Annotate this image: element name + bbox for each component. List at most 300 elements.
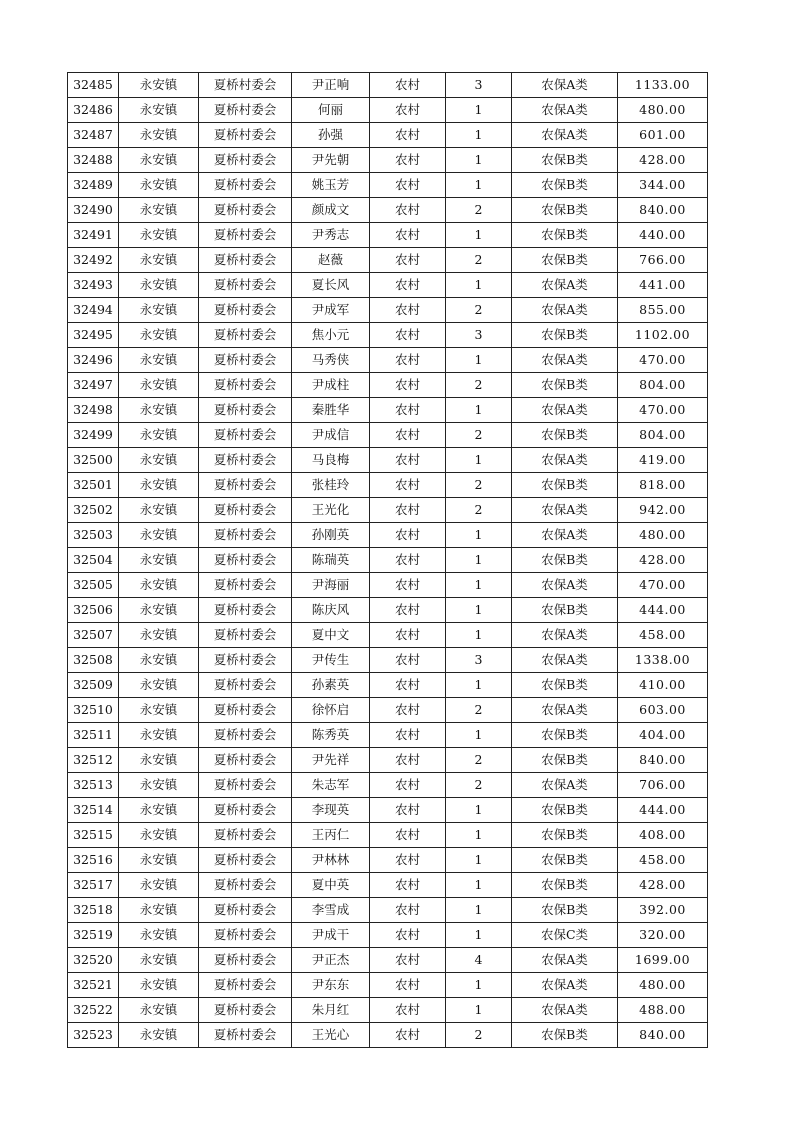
household-size-cell: 3 <box>446 648 512 673</box>
household-size-cell: 1 <box>446 973 512 998</box>
name-cell: 尹林林 <box>292 848 370 873</box>
household-size-cell: 1 <box>446 573 512 598</box>
row-id-cell: 32496 <box>68 348 119 373</box>
household-size-cell: 1 <box>446 273 512 298</box>
name-cell: 陈瑞英 <box>292 548 370 573</box>
town-cell: 永安镇 <box>119 373 199 398</box>
household-size-cell: 1 <box>446 98 512 123</box>
amount-cell: 428.00 <box>618 873 708 898</box>
name-cell: 尹先祥 <box>292 748 370 773</box>
town-cell: 永安镇 <box>119 948 199 973</box>
village-committee-cell: 夏桥村委会 <box>199 373 292 398</box>
name-cell: 徐怀启 <box>292 698 370 723</box>
village-committee-cell: 夏桥村委会 <box>199 323 292 348</box>
row-id-cell: 32523 <box>68 1023 119 1048</box>
row-id-cell: 32490 <box>68 198 119 223</box>
name-cell: 尹秀志 <box>292 223 370 248</box>
town-cell: 永安镇 <box>119 448 199 473</box>
town-cell: 永安镇 <box>119 223 199 248</box>
amount-cell: 470.00 <box>618 573 708 598</box>
town-cell: 永安镇 <box>119 848 199 873</box>
insurance-class-cell: 农保A类 <box>512 973 618 998</box>
name-cell: 朱志军 <box>292 773 370 798</box>
household-size-cell: 1 <box>446 898 512 923</box>
table-row <box>68 948 708 973</box>
table-row <box>68 798 708 823</box>
village-committee-cell: 夏桥村委会 <box>199 623 292 648</box>
row-id-cell: 32488 <box>68 148 119 173</box>
amount-cell: 470.00 <box>618 398 708 423</box>
town-cell: 永安镇 <box>119 398 199 423</box>
household-size-cell: 1 <box>446 598 512 623</box>
amount-cell: 766.00 <box>618 248 708 273</box>
amount-cell: 601.00 <box>618 123 708 148</box>
insurance-class-cell: 农保B类 <box>512 148 618 173</box>
insurance-class-cell: 农保C类 <box>512 923 618 948</box>
town-cell: 永安镇 <box>119 998 199 1023</box>
area-type-cell: 农村 <box>370 373 446 398</box>
town-cell: 永安镇 <box>119 723 199 748</box>
village-committee-cell: 夏桥村委会 <box>199 1023 292 1048</box>
row-id-cell: 32498 <box>68 398 119 423</box>
area-type-cell: 农村 <box>370 398 446 423</box>
row-id-cell: 32510 <box>68 698 119 723</box>
town-cell: 永安镇 <box>119 573 199 598</box>
table-row <box>68 348 708 373</box>
village-committee-cell: 夏桥村委会 <box>199 773 292 798</box>
insurance-class-cell: 农保B类 <box>512 723 618 748</box>
amount-cell: 320.00 <box>618 923 708 948</box>
town-cell: 永安镇 <box>119 698 199 723</box>
amount-cell: 428.00 <box>618 148 708 173</box>
name-cell: 马良梅 <box>292 448 370 473</box>
area-type-cell: 农村 <box>370 448 446 473</box>
area-type-cell: 农村 <box>370 223 446 248</box>
insurance-class-cell: 农保B类 <box>512 323 618 348</box>
village-committee-cell: 夏桥村委会 <box>199 198 292 223</box>
town-cell: 永安镇 <box>119 348 199 373</box>
village-committee-cell: 夏桥村委会 <box>199 423 292 448</box>
area-type-cell: 农村 <box>370 548 446 573</box>
name-cell: 尹东东 <box>292 973 370 998</box>
row-id-cell: 32503 <box>68 523 119 548</box>
area-type-cell: 农村 <box>370 573 446 598</box>
row-id-cell: 32513 <box>68 773 119 798</box>
name-cell: 尹成信 <box>292 423 370 448</box>
household-size-cell: 1 <box>446 848 512 873</box>
area-type-cell: 农村 <box>370 198 446 223</box>
town-cell: 永安镇 <box>119 123 199 148</box>
household-size-cell: 1 <box>446 348 512 373</box>
row-id-cell: 32504 <box>68 548 119 573</box>
area-type-cell: 农村 <box>370 698 446 723</box>
table-row <box>68 373 708 398</box>
table-row <box>68 423 708 448</box>
name-cell: 孙强 <box>292 123 370 148</box>
village-committee-cell: 夏桥村委会 <box>199 398 292 423</box>
amount-cell: 441.00 <box>618 273 708 298</box>
area-type-cell: 农村 <box>370 598 446 623</box>
amount-cell: 706.00 <box>618 773 708 798</box>
row-id-cell: 32485 <box>68 73 119 98</box>
household-size-cell: 1 <box>446 548 512 573</box>
insurance-class-cell: 农保B类 <box>512 598 618 623</box>
name-cell: 尹成柱 <box>292 373 370 398</box>
insurance-class-cell: 农保A类 <box>512 73 618 98</box>
insurance-class-cell: 农保A类 <box>512 623 618 648</box>
insurance-class-cell: 农保B类 <box>512 473 618 498</box>
insurance-class-cell: 农保B类 <box>512 823 618 848</box>
village-committee-cell: 夏桥村委会 <box>199 873 292 898</box>
amount-cell: 1133.00 <box>618 73 708 98</box>
town-cell: 永安镇 <box>119 298 199 323</box>
amount-cell: 804.00 <box>618 373 708 398</box>
village-committee-cell: 夏桥村委会 <box>199 823 292 848</box>
name-cell: 何丽 <box>292 98 370 123</box>
insurance-class-cell: 农保B类 <box>512 548 618 573</box>
name-cell: 夏长风 <box>292 273 370 298</box>
village-committee-cell: 夏桥村委会 <box>199 923 292 948</box>
amount-cell: 470.00 <box>618 348 708 373</box>
name-cell: 尹先朝 <box>292 148 370 173</box>
village-committee-cell: 夏桥村委会 <box>199 123 292 148</box>
table-row <box>68 848 708 873</box>
name-cell: 尹成军 <box>292 298 370 323</box>
row-id-cell: 32493 <box>68 273 119 298</box>
row-id-cell: 32501 <box>68 473 119 498</box>
table-row <box>68 398 708 423</box>
table-row <box>68 148 708 173</box>
amount-cell: 458.00 <box>618 623 708 648</box>
insurance-class-cell: 农保B类 <box>512 748 618 773</box>
amount-cell: 408.00 <box>618 823 708 848</box>
area-type-cell: 农村 <box>370 73 446 98</box>
area-type-cell: 农村 <box>370 298 446 323</box>
area-type-cell: 农村 <box>370 498 446 523</box>
row-id-cell: 32500 <box>68 448 119 473</box>
amount-cell: 603.00 <box>618 698 708 723</box>
household-size-cell: 1 <box>446 623 512 648</box>
row-id-cell: 32505 <box>68 573 119 598</box>
town-cell: 永安镇 <box>119 648 199 673</box>
row-id-cell: 32494 <box>68 298 119 323</box>
table-row <box>68 223 708 248</box>
insurance-class-cell: 农保B类 <box>512 223 618 248</box>
table-row <box>68 273 708 298</box>
insurance-class-cell: 农保A类 <box>512 348 618 373</box>
insurance-class-cell: 农保A类 <box>512 448 618 473</box>
amount-cell: 1338.00 <box>618 648 708 673</box>
table-row <box>68 773 708 798</box>
area-type-cell: 农村 <box>370 323 446 348</box>
name-cell: 孙素英 <box>292 673 370 698</box>
household-size-cell: 1 <box>446 148 512 173</box>
row-id-cell: 32492 <box>68 248 119 273</box>
name-cell: 李雪成 <box>292 898 370 923</box>
village-committee-cell: 夏桥村委会 <box>199 523 292 548</box>
name-cell: 王丙仁 <box>292 823 370 848</box>
name-cell: 张桂玲 <box>292 473 370 498</box>
row-id-cell: 32487 <box>68 123 119 148</box>
household-size-cell: 1 <box>446 798 512 823</box>
household-size-cell: 1 <box>446 448 512 473</box>
amount-cell: 392.00 <box>618 898 708 923</box>
village-committee-cell: 夏桥村委会 <box>199 673 292 698</box>
town-cell: 永安镇 <box>119 273 199 298</box>
table-row <box>68 823 708 848</box>
row-id-cell: 32516 <box>68 848 119 873</box>
row-id-cell: 32515 <box>68 823 119 848</box>
name-cell: 孙刚英 <box>292 523 370 548</box>
village-committee-cell: 夏桥村委会 <box>199 248 292 273</box>
insurance-class-cell: 农保B类 <box>512 898 618 923</box>
insurance-class-cell: 农保B类 <box>512 873 618 898</box>
table-row <box>68 173 708 198</box>
village-committee-cell: 夏桥村委会 <box>199 473 292 498</box>
household-size-cell: 1 <box>446 398 512 423</box>
insurance-class-cell: 农保A类 <box>512 573 618 598</box>
row-id-cell: 32522 <box>68 998 119 1023</box>
name-cell: 夏中英 <box>292 873 370 898</box>
table-row <box>68 873 708 898</box>
insurance-class-cell: 农保A类 <box>512 648 618 673</box>
area-type-cell: 农村 <box>370 873 446 898</box>
area-type-cell: 农村 <box>370 773 446 798</box>
name-cell: 陈秀英 <box>292 723 370 748</box>
name-cell: 夏中文 <box>292 623 370 648</box>
table-row <box>68 323 708 348</box>
town-cell: 永安镇 <box>119 748 199 773</box>
household-size-cell: 1 <box>446 998 512 1023</box>
table-row <box>68 998 708 1023</box>
amount-cell: 840.00 <box>618 748 708 773</box>
table-row <box>68 723 708 748</box>
row-id-cell: 32495 <box>68 323 119 348</box>
town-cell: 永安镇 <box>119 73 199 98</box>
town-cell: 永安镇 <box>119 773 199 798</box>
table-row <box>68 98 708 123</box>
town-cell: 永安镇 <box>119 548 199 573</box>
household-size-cell: 1 <box>446 873 512 898</box>
household-size-cell: 1 <box>446 923 512 948</box>
row-id-cell: 32508 <box>68 648 119 673</box>
table-row <box>68 573 708 598</box>
insurance-class-cell: 农保A类 <box>512 948 618 973</box>
table-row <box>68 623 708 648</box>
village-committee-cell: 夏桥村委会 <box>199 848 292 873</box>
town-cell: 永安镇 <box>119 198 199 223</box>
row-id-cell: 32491 <box>68 223 119 248</box>
amount-cell: 404.00 <box>618 723 708 748</box>
household-size-cell: 2 <box>446 773 512 798</box>
town-cell: 永安镇 <box>119 823 199 848</box>
town-cell: 永安镇 <box>119 898 199 923</box>
area-type-cell: 农村 <box>370 1023 446 1048</box>
amount-cell: 458.00 <box>618 848 708 873</box>
area-type-cell: 农村 <box>370 898 446 923</box>
row-id-cell: 32509 <box>68 673 119 698</box>
area-type-cell: 农村 <box>370 948 446 973</box>
row-id-cell: 32489 <box>68 173 119 198</box>
household-size-cell: 2 <box>446 473 512 498</box>
table-row <box>68 448 708 473</box>
name-cell: 赵薇 <box>292 248 370 273</box>
amount-cell: 480.00 <box>618 973 708 998</box>
row-id-cell: 32507 <box>68 623 119 648</box>
row-id-cell: 32518 <box>68 898 119 923</box>
insurance-class-cell: 农保A类 <box>512 298 618 323</box>
table-row <box>68 548 708 573</box>
village-committee-cell: 夏桥村委会 <box>199 548 292 573</box>
household-size-cell: 1 <box>446 673 512 698</box>
household-size-cell: 1 <box>446 523 512 548</box>
town-cell: 永安镇 <box>119 98 199 123</box>
insurance-class-cell: 农保B类 <box>512 423 618 448</box>
insurance-class-cell: 农保A类 <box>512 698 618 723</box>
name-cell: 王光心 <box>292 1023 370 1048</box>
name-cell: 李现英 <box>292 798 370 823</box>
amount-cell: 840.00 <box>618 198 708 223</box>
name-cell: 尹正响 <box>292 73 370 98</box>
table-row <box>68 598 708 623</box>
area-type-cell: 农村 <box>370 973 446 998</box>
area-type-cell: 农村 <box>370 648 446 673</box>
area-type-cell: 农村 <box>370 423 446 448</box>
row-id-cell: 32497 <box>68 373 119 398</box>
table-row <box>68 648 708 673</box>
insurance-class-cell: 农保A类 <box>512 773 618 798</box>
area-type-cell: 农村 <box>370 673 446 698</box>
table-row <box>68 673 708 698</box>
household-size-cell: 1 <box>446 723 512 748</box>
household-size-cell: 3 <box>446 323 512 348</box>
area-type-cell: 农村 <box>370 148 446 173</box>
insurance-class-cell: 农保A类 <box>512 998 618 1023</box>
name-cell: 尹成干 <box>292 923 370 948</box>
amount-cell: 440.00 <box>618 223 708 248</box>
amount-cell: 410.00 <box>618 673 708 698</box>
town-cell: 永安镇 <box>119 473 199 498</box>
household-size-cell: 2 <box>446 698 512 723</box>
name-cell: 秦胜华 <box>292 398 370 423</box>
area-type-cell: 农村 <box>370 123 446 148</box>
subsidy-roster-table <box>67 72 708 1048</box>
amount-cell: 942.00 <box>618 498 708 523</box>
town-cell: 永安镇 <box>119 973 199 998</box>
table-row <box>68 973 708 998</box>
town-cell: 永安镇 <box>119 673 199 698</box>
village-committee-cell: 夏桥村委会 <box>199 898 292 923</box>
village-committee-cell: 夏桥村委会 <box>199 348 292 373</box>
name-cell: 尹传生 <box>292 648 370 673</box>
town-cell: 永安镇 <box>119 798 199 823</box>
amount-cell: 488.00 <box>618 998 708 1023</box>
town-cell: 永安镇 <box>119 873 199 898</box>
area-type-cell: 农村 <box>370 473 446 498</box>
village-committee-cell: 夏桥村委会 <box>199 98 292 123</box>
area-type-cell: 农村 <box>370 173 446 198</box>
table-body <box>68 73 708 1048</box>
row-id-cell: 32506 <box>68 598 119 623</box>
village-committee-cell: 夏桥村委会 <box>199 798 292 823</box>
row-id-cell: 32511 <box>68 723 119 748</box>
amount-cell: 840.00 <box>618 1023 708 1048</box>
row-id-cell: 32514 <box>68 798 119 823</box>
village-committee-cell: 夏桥村委会 <box>199 998 292 1023</box>
amount-cell: 480.00 <box>618 98 708 123</box>
amount-cell: 1699.00 <box>618 948 708 973</box>
town-cell: 永安镇 <box>119 248 199 273</box>
area-type-cell: 农村 <box>370 523 446 548</box>
household-size-cell: 2 <box>446 298 512 323</box>
insurance-class-cell: 农保A类 <box>512 523 618 548</box>
household-size-cell: 1 <box>446 223 512 248</box>
household-size-cell: 1 <box>446 823 512 848</box>
table-row <box>68 898 708 923</box>
row-id-cell: 32486 <box>68 98 119 123</box>
village-committee-cell: 夏桥村委会 <box>199 298 292 323</box>
village-committee-cell: 夏桥村委会 <box>199 148 292 173</box>
area-type-cell: 农村 <box>370 273 446 298</box>
amount-cell: 428.00 <box>618 548 708 573</box>
household-size-cell: 1 <box>446 123 512 148</box>
village-committee-cell: 夏桥村委会 <box>199 723 292 748</box>
town-cell: 永安镇 <box>119 598 199 623</box>
amount-cell: 804.00 <box>618 423 708 448</box>
insurance-class-cell: 农保A类 <box>512 123 618 148</box>
household-size-cell: 2 <box>446 498 512 523</box>
table-row <box>68 523 708 548</box>
insurance-class-cell: 农保A类 <box>512 273 618 298</box>
name-cell: 尹海丽 <box>292 573 370 598</box>
amount-cell: 855.00 <box>618 298 708 323</box>
name-cell: 颜成文 <box>292 198 370 223</box>
insurance-class-cell: 农保B类 <box>512 798 618 823</box>
name-cell: 姚玉芳 <box>292 173 370 198</box>
village-committee-cell: 夏桥村委会 <box>199 598 292 623</box>
table-row <box>68 498 708 523</box>
table-row <box>68 198 708 223</box>
table-row <box>68 73 708 98</box>
village-committee-cell: 夏桥村委会 <box>199 173 292 198</box>
area-type-cell: 农村 <box>370 748 446 773</box>
village-committee-cell: 夏桥村委会 <box>199 573 292 598</box>
village-committee-cell: 夏桥村委会 <box>199 698 292 723</box>
village-committee-cell: 夏桥村委会 <box>199 948 292 973</box>
village-committee-cell: 夏桥村委会 <box>199 498 292 523</box>
area-type-cell: 农村 <box>370 723 446 748</box>
area-type-cell: 农村 <box>370 98 446 123</box>
row-id-cell: 32512 <box>68 748 119 773</box>
area-type-cell: 农村 <box>370 623 446 648</box>
village-committee-cell: 夏桥村委会 <box>199 223 292 248</box>
village-committee-cell: 夏桥村委会 <box>199 448 292 473</box>
town-cell: 永安镇 <box>119 173 199 198</box>
village-committee-cell: 夏桥村委会 <box>199 73 292 98</box>
town-cell: 永安镇 <box>119 423 199 448</box>
household-size-cell: 3 <box>446 73 512 98</box>
insurance-class-cell: 农保A类 <box>512 498 618 523</box>
insurance-class-cell: 农保B类 <box>512 173 618 198</box>
town-cell: 永安镇 <box>119 498 199 523</box>
village-committee-cell: 夏桥村委会 <box>199 973 292 998</box>
table-row <box>68 1023 708 1048</box>
area-type-cell: 农村 <box>370 798 446 823</box>
household-size-cell: 2 <box>446 198 512 223</box>
town-cell: 永安镇 <box>119 923 199 948</box>
name-cell: 焦小元 <box>292 323 370 348</box>
insurance-class-cell: 农保B类 <box>512 198 618 223</box>
